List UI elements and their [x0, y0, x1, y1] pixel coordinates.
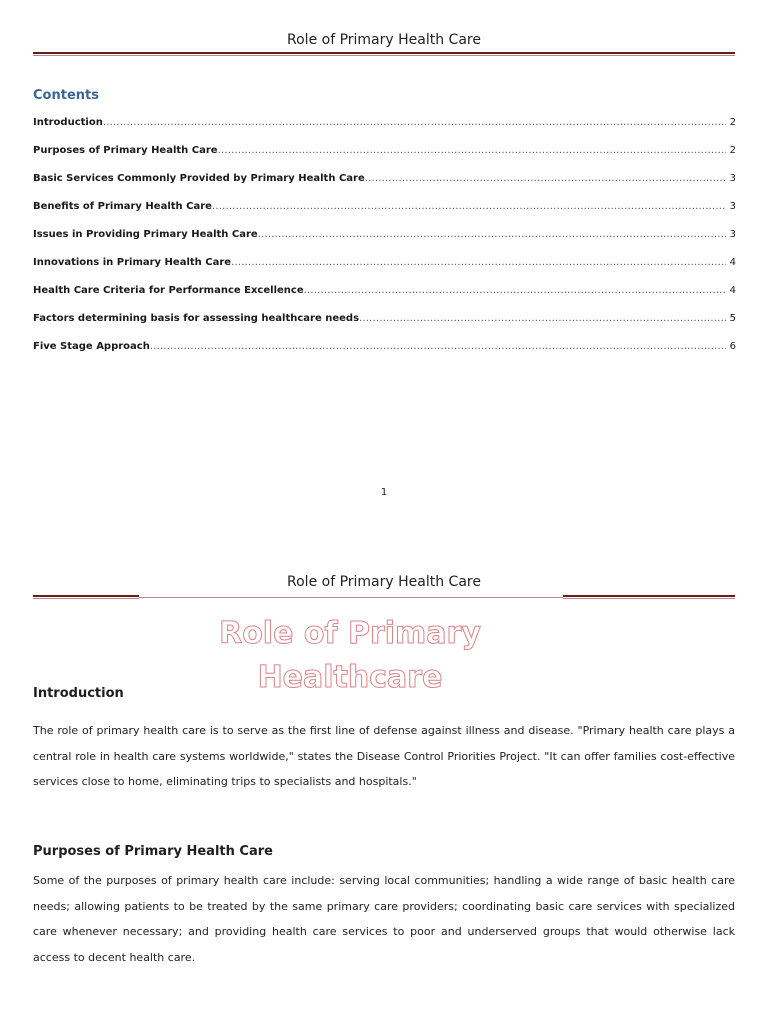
toc-entry-page: 6	[729, 341, 736, 352]
title-wordart	[190, 612, 510, 700]
toc-entry-page: 3	[729, 201, 736, 212]
toc-entry-label: Factors determining basis for assessing healthcare needs	[33, 313, 360, 324]
toc-entry-page: 3	[729, 173, 736, 184]
toc-entry-page: 2	[729, 117, 736, 128]
toc-entry-label: Innovations in Primary Health Care	[33, 257, 232, 268]
toc-entry-label: Introduction	[33, 117, 103, 128]
toc-entry-label: Basic Services Commonly Provided by Primary Health Care	[33, 173, 365, 184]
toc-entry-label: Five Stage Approach	[33, 341, 150, 352]
paragraph-purposes: Some of the purposes of primary health care include: serving local communities; handling a wide range of basic health care needs; allowing patients to be treated by the same primary care providers; coordinating basic care services with specialized care whenever necessary; and providing health care services to poor and underserved groups that would otherwise lack access to decent health care.	[33, 874, 735, 964]
toc-entry-page: 3	[729, 229, 736, 240]
toc-entry-label: Benefits of Primary Health Care	[33, 201, 212, 212]
toc-title: Contents	[33, 88, 99, 103]
paragraph-introduction: The role of primary health care is to serve as the first line of defense against illness and disease. "Primary health care plays a central role in health care systems worldwide," states the Disease Control Priorities Project. "It can offer families cost-effective services close to home, eliminating trips to specialists and hospitals."	[33, 724, 735, 788]
title-wordart-line1: Role of Primary	[219, 616, 481, 651]
toc-entry-page: 4	[729, 257, 736, 268]
toc-entry-page: 4	[729, 285, 736, 296]
title-wordart-line2: Healthcare	[257, 660, 443, 695]
header-rule-inner	[139, 597, 563, 598]
running-header: Role of Primary Health Care	[287, 574, 481, 590]
toc-entry-label: Health Care Criteria for Performance Excellence	[33, 285, 304, 296]
toc-entry-page: 2	[729, 145, 736, 156]
toc-entry-page: 5	[729, 313, 736, 324]
page-number: 1	[380, 487, 388, 498]
running-header: Role of Primary Health Care	[287, 32, 481, 48]
toc-entry-label: Purposes of Primary Health Care	[33, 145, 218, 156]
heading-introduction: Introduction	[33, 686, 124, 701]
heading-purposes: Purposes of Primary Health Care	[33, 844, 273, 859]
toc-entry-label: Issues in Providing Primary Health Care	[33, 229, 258, 240]
